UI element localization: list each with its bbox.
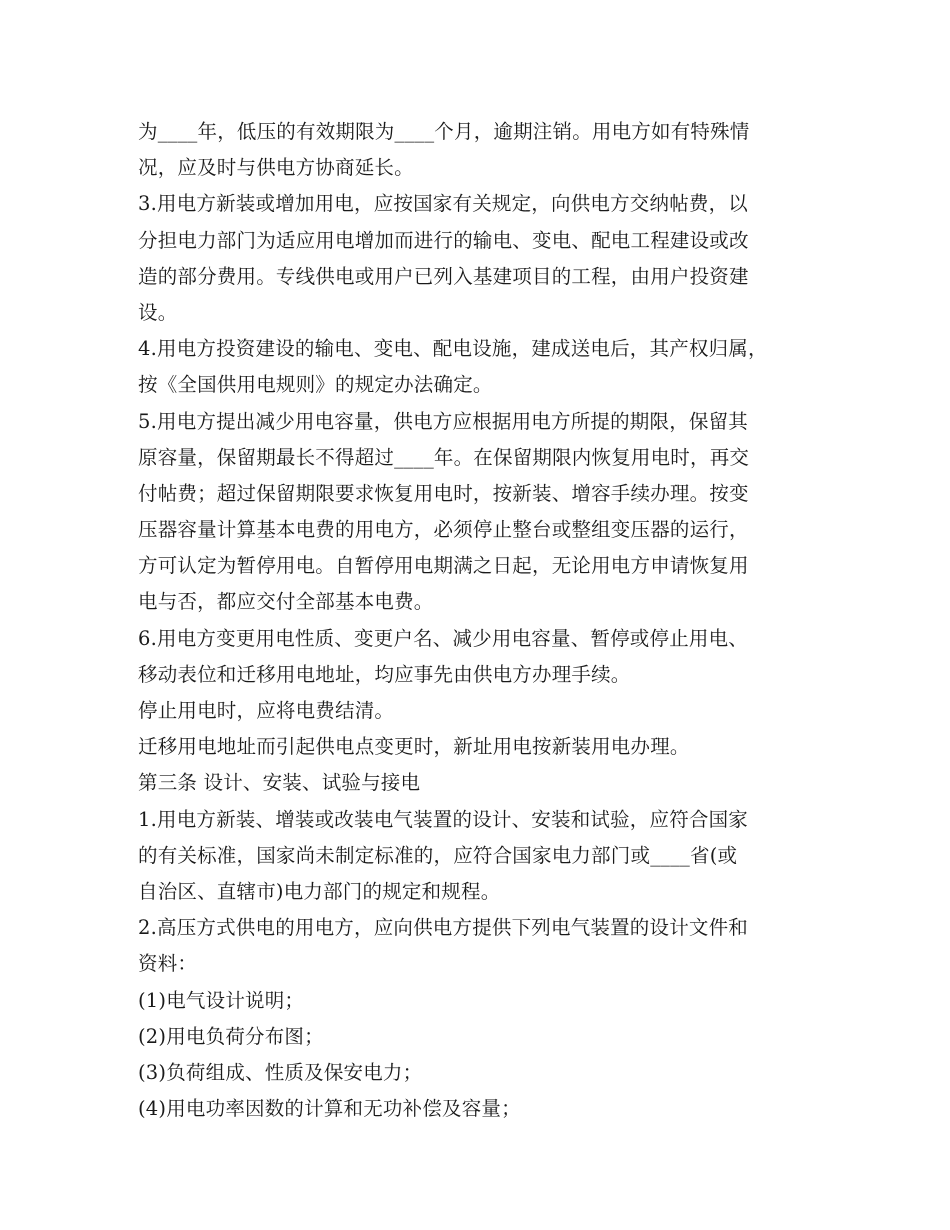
text-line: 况，应及时与供电方协商延长。: [138, 156, 414, 180]
text-line: 为____年，低压的有效期限为____个月，逾期注销。用电方如有特殊情: [138, 120, 750, 143]
text-line: 按《全国供用电规则》的规定办法确定。: [138, 373, 493, 397]
section-heading: 第三条 设计、安装、试验与接电: [138, 771, 421, 795]
text-line: 原容量，保留期最长不得超过____年。在保留期限内恢复用电时，再交: [138, 445, 750, 469]
text-line: 6.用电方变更用电性质、变更户名、减少用电容量、暂停或停止用电、: [138, 626, 749, 650]
text-line: 自治区、直辖市)电力部门的规定和规程。: [138, 879, 501, 903]
text-line: 方可认定为暂停用电。自暂停用电期满之日起，无论用电方申请恢复用: [138, 554, 749, 578]
text-line: 3.用电方新装或增加用电，应按国家有关规定，向供电方交纳帖费，以: [138, 192, 749, 216]
text-line: 付帖费；超过保留期限要求恢复用电时，按新装、增容手续办理。按变: [138, 481, 749, 505]
text-line: 分担电力部门为适应用电增加而进行的输电、变电、配电工程建设或改: [138, 228, 749, 252]
text-line: 电与否，都应交付全部基本电费。: [138, 590, 434, 614]
text-line: 2.高压方式供电的用电方，应向供电方提供下列电气装置的设计文件和: [138, 916, 749, 940]
text-line: 迁移用电地址而引起供电点变更时，新址用电按新装用电办理。: [138, 735, 690, 759]
text-line: 造的部分费用。专线供电或用户已列入基建项目的工程，由用户投资建: [138, 264, 749, 288]
text-line: 5.用电方提出减少用电容量，供电方应根据用电方所提的期限，保留其: [138, 409, 749, 433]
text-line: 压器容量计算基本电费的用电方，必须停止整台或整组变压器的运行，: [138, 518, 749, 542]
list-item: (1)电气设计说明；: [138, 988, 305, 1012]
list-item: (2)用电负荷分布图；: [138, 1024, 324, 1048]
document-body: [138, 114, 838, 1127]
text-line: 资料：: [138, 952, 198, 976]
text-line: 的有关标准，国家尚未制定标准的，应符合国家电力部门或____省(或: [138, 843, 738, 867]
list-item: (3)负荷组成、性质及保安电力；: [138, 1060, 423, 1084]
list-item: (4)用电功率因数的计算和无功补偿及容量；: [138, 1097, 521, 1121]
text-line: 设。: [138, 300, 178, 324]
text-line: 移动表位和迁移用电地址，均应事先由供电方办理手续。: [138, 662, 631, 686]
text-line: 停止用电时，应将电费结清。: [138, 699, 395, 722]
text-line: 1.用电方新装、增装或改装电气装置的设计、安装和试验，应符合国家: [138, 807, 749, 831]
text-line: 4.用电方投资建设的输电、变电、配电设施，建成送电后，其产权归属，: [138, 337, 768, 361]
